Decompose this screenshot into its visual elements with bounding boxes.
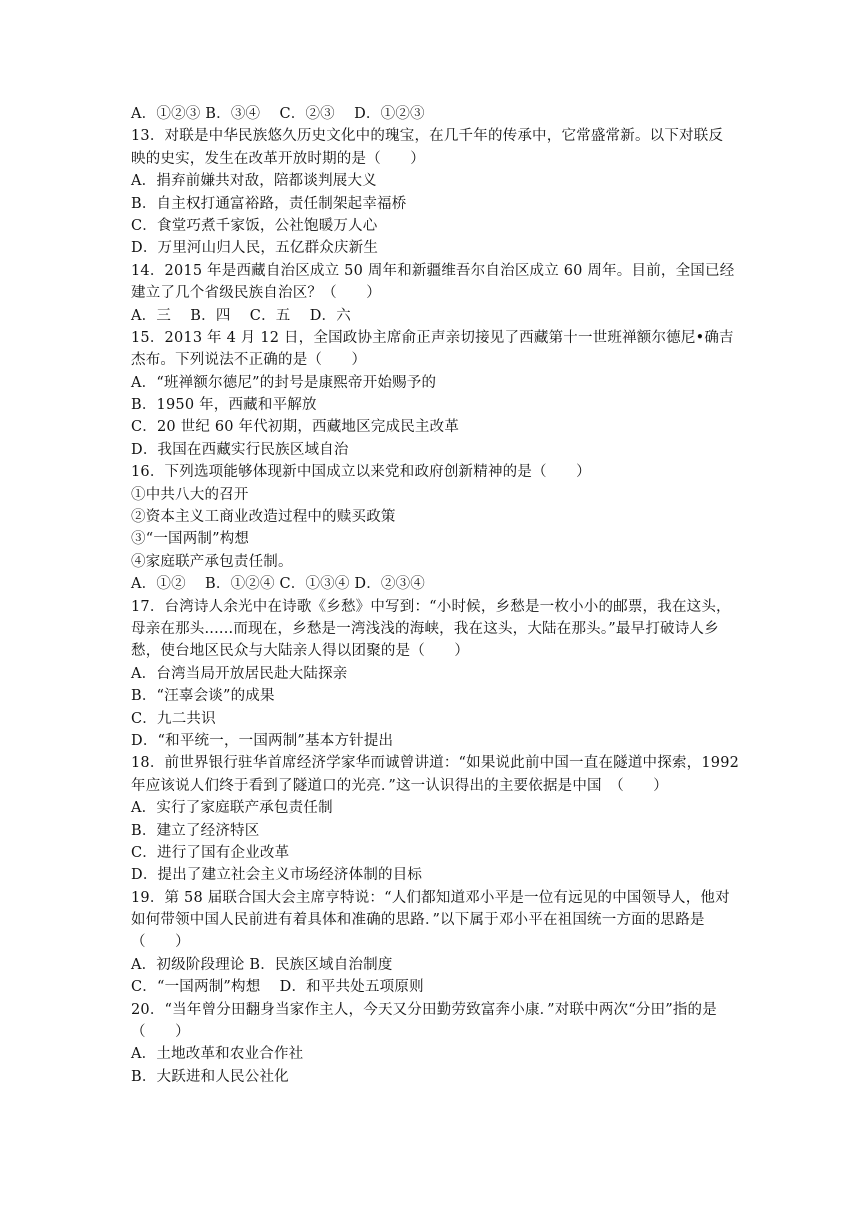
question-16-item-1: ①中共八大的召开 xyxy=(131,486,249,503)
question-20-answer-blank: （ ） xyxy=(131,1024,190,1041)
question-17-option-d: D．“和平统一，一国两制”基本方针提出 xyxy=(131,732,394,749)
question-15-stem: 15．2013 年 4 月 12 日，全国政协主席俞正声亲切接见了西藏第十一世班禅额尔德尼•确吉 xyxy=(131,329,734,346)
question-16-item-3: ③“一国两制”构想 xyxy=(131,531,250,548)
question-19-stem: 19．第 58 届联合国大会主席亨特说：“人们都知道邓小平是一位有远见的中国领导人，他对 xyxy=(131,889,730,906)
question-18-option-a: A．实行了家庭联产承包责任制 xyxy=(131,800,333,817)
question-16-item-4: ④家庭联产承包责任制。 xyxy=(131,553,293,570)
question-16-stem: 16．下列选项能够体现新中国成立以来党和政府创新精神的是（ ） xyxy=(131,464,591,481)
question-20-option-b: B．大跃进和人民公社化 xyxy=(131,1068,289,1085)
question-18-stem-cont: 年应该说人们终于看到了隧道口的光亮．”这一认识得出的主要依据是中国 （ ） xyxy=(131,777,669,794)
question-20-option-a: A．土地改革和农业合作社 xyxy=(131,1046,304,1063)
question-14-options: A．三 B．四 C．五 D．六 xyxy=(131,307,351,324)
question-19-options-ab: A．初级阶段理论 B．民族区域自治制度 xyxy=(131,956,393,973)
question-19-answer-blank: （ ） xyxy=(131,934,190,951)
question-text-block xyxy=(131,103,740,1088)
question-20-stem: 20．“当年曾分田翻身当家作主人，今天又分田勤劳致富奔小康．”对联中两次“分田”指的是 xyxy=(131,1001,717,1018)
question-18-option-d: D．提出了建立社会主义市场经济体制的目标 xyxy=(131,867,423,884)
question-17-stem-cont-2: 愁，使台地区民众与大陆亲人得以团聚的是（ ） xyxy=(131,643,470,660)
question-14-stem-cont: 建立了几个省级民族自治区？（ ） xyxy=(131,285,381,302)
answer-options-q12: A．①②③ B．③④ C．②③ D．①②③ xyxy=(131,106,425,122)
question-14-stem: 14．2015 年是西藏自治区成立 50 周年和新疆维吾尔自治区成立 60 周年。目前，全国已经 xyxy=(131,262,735,279)
question-13-stem-cont: 映的史实，发生在改革开放时期的是（ ） xyxy=(131,150,425,167)
question-19-options-cd: C．“一国两制”构想 D．和平共处五项原则 xyxy=(131,979,424,996)
question-13-option-a: A．捐弃前嫌共对敌，陪都谈判展大义 xyxy=(131,173,377,190)
question-17-option-c: C．九二共识 xyxy=(131,710,216,727)
question-16-options: A．①② B．①②④ C．①③④ D．②③④ xyxy=(131,576,426,593)
question-13-option-d: D．万里河山归人民，五亿群众庆新生 xyxy=(131,240,379,257)
question-13-option-b: B．自主权打通富裕路，责任制架起幸福桥 xyxy=(131,195,407,212)
question-18-option-b: B．建立了经济特区 xyxy=(131,822,260,839)
question-17-option-a: A．台湾当局开放居民赴大陆探亲 xyxy=(131,665,348,682)
question-17-stem: 17．台湾诗人余光中在诗歌《乡愁》中写到：“小时候，乡愁是一枚小小的邮票，我在这头， xyxy=(131,598,731,615)
question-18-option-c: C．进行了国有企业改革 xyxy=(131,844,290,861)
question-15-stem-cont: 杰布。下列说法不正确的是（ ） xyxy=(131,352,367,369)
question-13-stem: 13．对联是中华民族悠久历史文化中的瑰宝，在几千年的传承中，它常盛常新。以下对联反 xyxy=(131,128,724,145)
question-15-option-c: C．20 世纪 60 年代初期，西藏地区完成民主改革 xyxy=(131,419,460,436)
question-15-option-a: A．“班禅额尔德尼”的封号是康熙帝开始赐予的 xyxy=(131,374,437,391)
question-15-option-d: D．我国在西藏实行民族区域自治 xyxy=(131,441,349,458)
question-17-stem-cont-1: 母亲在那头......而现在，乡愁是一湾浅浅的海峡，我在这头，大陆在那头。”最早打破诗人乡 xyxy=(131,620,719,637)
question-15-option-b: B．1950 年，西藏和平解放 xyxy=(131,397,317,414)
question-17-option-b: B．“汪辜会谈”的成果 xyxy=(131,688,275,705)
question-18-stem: 18．前世界银行驻华首席经济学家华而诚曾讲道：“如果说此前中国一直在隧道中探索，1992 xyxy=(131,755,740,772)
question-13-option-c: C．食堂巧煮千家饭，公社饱暖万人心 xyxy=(131,217,378,234)
question-16-item-2: ②资本主义工商业改造过程中的赎买政策 xyxy=(131,509,396,526)
question-19-stem-cont: 如何带领中国人民前进有着具体和准确的思路．”以下属于邓小平在祖国统一方面的思路是 xyxy=(131,912,705,929)
